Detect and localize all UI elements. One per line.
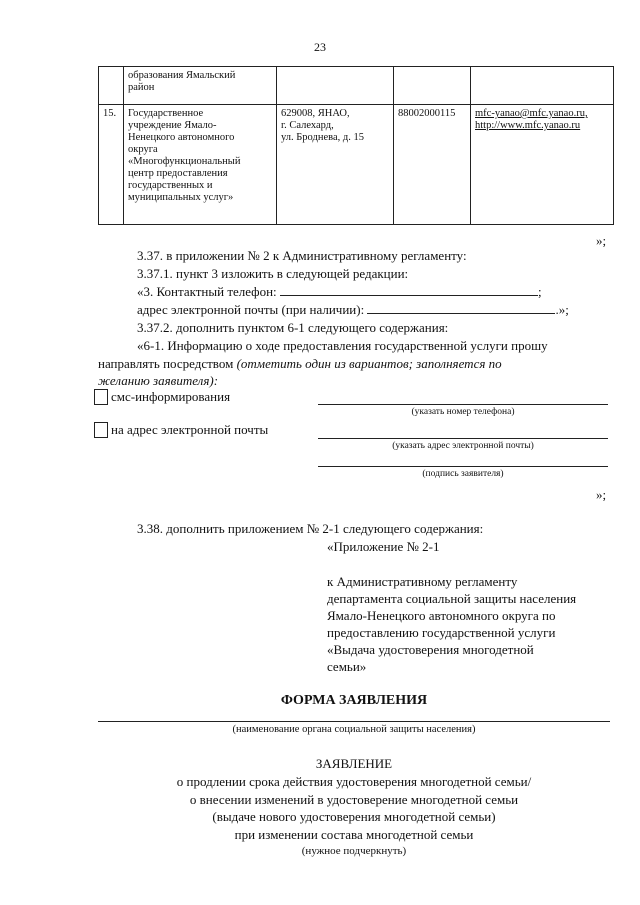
contact-email-label: адрес электронной почты (при наличии):: [137, 302, 365, 317]
paragraph-6-1-line1: «6-1. Информацию о ходе предоставления государственной услуги прошу: [137, 338, 548, 353]
table-cell-number: 15.: [99, 105, 124, 225]
table-cell: [394, 67, 471, 105]
table-cell: [471, 67, 614, 105]
appendix-line: «Выдача удостоверения многодетной: [327, 642, 534, 657]
phone-entry-line[interactable]: [318, 404, 608, 405]
table-row: [99, 105, 614, 225]
table-cell-address: 629008, ЯНАО, г. Салехард, ул. Броднева, д. 15: [277, 105, 394, 225]
paragraph-3-37-1: 3.37.1. пункт 3 изложить в следующей редакции:: [137, 266, 409, 281]
organ-name-line[interactable]: [98, 721, 610, 722]
email-fill-line: [367, 312, 555, 314]
signature-caption: (подпись заявителя): [422, 469, 504, 479]
email-link[interactable]: mfc-yanao@mfc.yanao.ru,: [475, 108, 588, 119]
paragraph-6-1-line2: [98, 356, 502, 372]
contact-email-line: [137, 302, 569, 318]
form-title: ФОРМА ЗАЯВЛЕНИЯ: [280, 693, 428, 708]
statement-block: [98, 773, 610, 843]
statement-line: (выдаче нового удостоверения многодетной семьи): [212, 809, 496, 824]
table-cell-name: Государственное учреждение Ямало- Ненецкого автономного округа «Многофункциональный центр предоставления государственных и муниципальных услуг»: [124, 105, 277, 225]
contact-phone-line: [137, 284, 542, 300]
quote-end: »;: [596, 487, 607, 502]
statement-title: ЗАЯВЛЕНИЕ: [315, 756, 393, 771]
table-cell-phone: 88002000115: [394, 105, 471, 225]
page-number: 23: [314, 40, 326, 54]
appendix-line: департамента социальной защиты населения: [327, 591, 577, 606]
appendix-line: к Административному регламенту: [327, 574, 518, 589]
organ-caption: (наименование органа социальной защиты населения): [232, 724, 476, 735]
phone-fill-line: [280, 294, 538, 296]
signature-line[interactable]: [318, 466, 608, 467]
email-caption: (указать адрес электронной почты): [392, 441, 534, 451]
appendix-line: Ямало-Ненецкого автономного округа по: [327, 608, 556, 623]
paragraph-3-37: 3.37. в приложении № 2 к Административному регламенту:: [137, 248, 467, 263]
paragraph-6-1-text: направлять посредством: [98, 356, 237, 371]
mfc-table: [98, 66, 614, 225]
paragraph-3-38: 3.38. дополнить приложением № 2-1 следующего содержания:: [137, 521, 484, 536]
phone-caption: (указать номер телефона): [411, 407, 515, 417]
email-end: .»;: [555, 302, 569, 317]
table-row: [99, 67, 614, 105]
quote-end: »;: [596, 233, 607, 248]
site-link[interactable]: http://www.mfc.yanao.ru: [475, 120, 581, 131]
statement-line: при изменении состава многодетной семьи: [234, 826, 474, 842]
statement-line: о продлении срока действия удостоверения многодетной семьи/: [176, 774, 532, 789]
sms-option-label: смс-информирования: [111, 389, 231, 404]
sms-checkbox[interactable]: [94, 389, 108, 405]
paragraph-6-1-italic: (отметить один из вариантов; заполняется по: [236, 356, 502, 371]
table-cell: [277, 67, 394, 105]
appendix-title: «Приложение № 2-1: [327, 539, 440, 554]
table-cell: образования Ямальский район: [124, 67, 277, 105]
paragraph-6-1-line3: желанию заявителя):: [98, 373, 219, 388]
appendix-block: [327, 573, 576, 675]
email-entry-line[interactable]: [318, 438, 608, 439]
table-cell: [99, 67, 124, 105]
paragraph-3-37-2: 3.37.2. дополнить пунктом 6-1 следующего содержания:: [137, 320, 449, 335]
statement-line: о внесении изменений в удостоверение многодетной семьи: [189, 791, 519, 807]
email-checkbox[interactable]: [94, 422, 108, 438]
appendix-line: семьи»: [327, 659, 367, 674]
appendix-line: предоставлению государственной услуги: [327, 625, 556, 640]
contact-phone-label: «3. Контактный телефон:: [137, 284, 277, 299]
email-option-label: на адрес электронной почты: [111, 422, 269, 437]
phone-end: ;: [537, 284, 542, 299]
underline-note: (нужное подчеркнуть): [301, 845, 407, 857]
table-cell-contacts: [471, 105, 614, 225]
